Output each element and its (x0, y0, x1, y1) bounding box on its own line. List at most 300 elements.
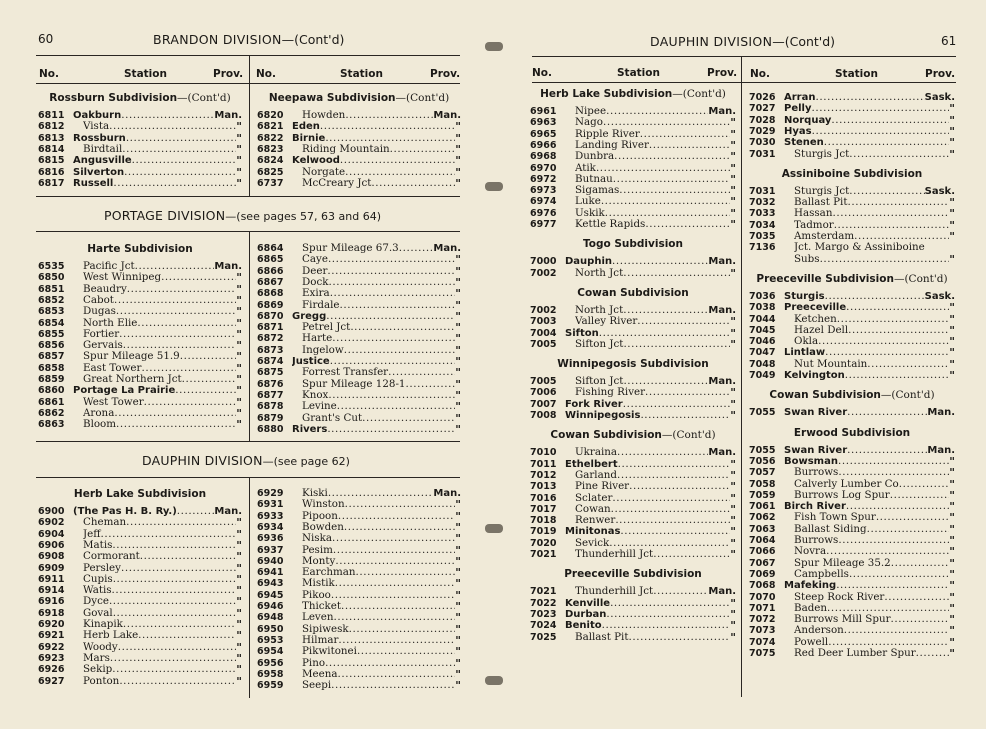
station-name: Pesim (302, 544, 333, 556)
page-title (650, 34, 835, 49)
station-entry (794, 524, 955, 535)
station-name: Knox (302, 389, 329, 401)
province: Man. (214, 110, 242, 121)
province: Sask. (924, 185, 955, 197)
province: " (236, 362, 242, 374)
station-entry (302, 266, 461, 277)
station-row (530, 129, 736, 140)
station-number: 6936 (257, 533, 284, 545)
station-row (257, 590, 461, 601)
station-entry (83, 608, 242, 619)
station-entry (565, 609, 736, 620)
leader-dots (126, 133, 236, 144)
station-name: Meena (302, 668, 338, 680)
station-row (38, 178, 242, 189)
station-entry (302, 658, 461, 669)
leader-dots (122, 144, 236, 155)
leader-dots (876, 512, 949, 523)
station-row (38, 261, 242, 272)
station-name: Ballast Siding (794, 523, 867, 535)
station-row (749, 103, 955, 114)
station-entry (794, 603, 955, 614)
station-number: 6535 (38, 261, 65, 272)
station-number: 6977 (530, 219, 557, 230)
station-row (257, 379, 461, 390)
station-number: 7003 (530, 316, 557, 328)
station-name: Justice (292, 356, 330, 367)
station-number: 6869 (257, 299, 284, 311)
station-number: 7055 (749, 407, 776, 419)
province: " (949, 197, 955, 209)
station-number: 6937 (257, 544, 284, 556)
station-row (749, 558, 955, 569)
leader-dots (328, 488, 434, 499)
station-number: 7069 (749, 568, 776, 580)
leader-dots (333, 545, 455, 556)
station-entry (73, 133, 242, 144)
station-row (257, 311, 461, 322)
station-entry (83, 272, 242, 283)
station-name: Birnie (292, 132, 326, 144)
station-row (749, 445, 955, 456)
leader-dots (844, 625, 949, 636)
province: Man. (433, 488, 461, 499)
station-row (530, 163, 736, 174)
leader-dots (623, 268, 730, 279)
leader-dots (849, 149, 949, 160)
section-rule (36, 441, 460, 442)
station-number: 6909 (38, 562, 65, 574)
station-entry (565, 526, 736, 537)
station-row (38, 596, 242, 607)
station-row (257, 669, 461, 680)
station-name: Lintlaw (784, 347, 826, 359)
station-name: Howden (302, 110, 346, 121)
province: " (236, 351, 242, 363)
station-entry (565, 399, 736, 410)
station-name: Ballast Pit (794, 197, 848, 209)
section-rule (36, 477, 460, 478)
station-entry (302, 601, 461, 612)
station-number: 6972 (530, 173, 557, 185)
station-name: North Jct (575, 304, 624, 316)
station-row (530, 268, 736, 279)
leader-dots (826, 546, 949, 557)
province: " (455, 155, 461, 167)
leader-dots (137, 318, 236, 329)
leader-dots (812, 103, 950, 114)
province: " (236, 664, 242, 676)
province: " (949, 455, 955, 468)
station-entry (575, 339, 736, 350)
leader-dots (101, 529, 237, 540)
leader-dots (825, 347, 949, 358)
station-number: 7020 (530, 537, 557, 549)
station-number: 6812 (38, 121, 65, 133)
station-entry (575, 174, 736, 185)
station-number: 7031 (749, 185, 776, 197)
leader-dots (629, 632, 731, 643)
station-entry (794, 197, 955, 208)
province: " (730, 515, 736, 527)
leader-dots (344, 522, 455, 533)
province: " (730, 549, 736, 561)
leader-dots (620, 526, 730, 537)
province: " (730, 537, 736, 549)
station-row (38, 664, 242, 675)
station-number: 6811 (38, 110, 65, 121)
province: " (730, 117, 736, 129)
station-row (749, 314, 955, 325)
station-name: Seepi (302, 680, 332, 692)
province: " (949, 512, 955, 524)
station-entry (575, 106, 736, 117)
dauphin-division-title: DAUPHIN DIVISION (142, 453, 263, 468)
station-number: 7035 (749, 231, 776, 242)
station-name: Norgate (302, 166, 346, 178)
subdivision-continued: —(Cont'd) (880, 389, 935, 402)
station-name: Beaudry (83, 283, 127, 295)
station-row (38, 630, 242, 641)
leader-dots (619, 185, 730, 196)
leader-dots (338, 511, 455, 522)
province: " (236, 143, 242, 156)
station-number: 7024 (530, 620, 557, 632)
station-name: Mars (83, 652, 110, 664)
station-number: 6920 (38, 619, 65, 630)
station-number: 6904 (38, 528, 65, 540)
station-entry (302, 488, 461, 499)
station-row (257, 612, 461, 623)
station-entry (794, 535, 955, 546)
province: Sask. (924, 290, 955, 302)
station-number: 6850 (38, 272, 65, 284)
leader-dots (612, 493, 730, 504)
station-number: 6821 (257, 121, 284, 133)
leader-dots (846, 501, 949, 512)
station-row (749, 231, 955, 242)
station-entry (794, 637, 955, 648)
station-number: 6871 (257, 322, 284, 334)
station-row (257, 646, 461, 657)
station-entry (83, 397, 242, 408)
station-entry (73, 385, 242, 396)
province: " (236, 528, 242, 540)
station-number: 7057 (749, 467, 776, 479)
station-row (257, 658, 461, 669)
station-row (38, 133, 242, 144)
station-number: 6923 (38, 652, 65, 664)
station-number: 6914 (38, 585, 65, 597)
station-row (38, 318, 242, 329)
leader-dots (325, 133, 455, 144)
station-number: 7045 (749, 324, 776, 336)
station-row (38, 529, 242, 540)
province: " (236, 396, 242, 408)
station-row (749, 648, 955, 659)
leader-dots (812, 126, 950, 137)
station-number: 7136 (749, 242, 776, 254)
station-number: 6943 (257, 578, 284, 590)
station-row (530, 504, 736, 515)
station-number: 7068 (749, 580, 776, 592)
station-row (530, 328, 736, 339)
station-name: Anderson (794, 625, 844, 637)
station-row (749, 535, 955, 546)
station-entry (784, 501, 955, 512)
station-name: Burrows (794, 535, 839, 546)
station-number: 7000 (530, 256, 557, 268)
station-row (257, 277, 461, 288)
station-number: 6941 (257, 567, 284, 579)
station-name: Red Deer Lumber Spur (794, 648, 916, 659)
station-row (257, 167, 461, 178)
subdivision-title: Harte Subdivision (87, 243, 193, 255)
station-entry (83, 419, 242, 430)
station-entry (794, 186, 955, 197)
station-row (38, 295, 242, 306)
province: " (949, 219, 955, 231)
leader-dots (113, 178, 236, 189)
station-number: 7047 (749, 347, 776, 359)
leader-dots (116, 419, 236, 430)
leader-dots (126, 517, 236, 528)
station-number: 7073 (749, 625, 776, 637)
col-header-no: No. (256, 68, 276, 80)
station-row (749, 302, 955, 313)
subdivision-heading (257, 92, 461, 104)
province: Man. (433, 110, 461, 121)
province: " (455, 310, 461, 323)
station-name: Dyce (83, 596, 109, 608)
province: " (455, 499, 461, 511)
station-name: Garland (575, 469, 617, 481)
station-number: 7038 (749, 302, 776, 314)
station-number: 7007 (530, 398, 557, 410)
station-row (749, 490, 955, 501)
subdivision-title: Preeceville Subdivision (564, 568, 702, 581)
province: " (455, 121, 461, 133)
station-number: 7010 (530, 447, 557, 459)
station-entry (575, 208, 736, 219)
province: " (949, 137, 955, 149)
province: " (455, 412, 461, 424)
province: " (455, 378, 461, 390)
station-number: 6934 (257, 521, 284, 533)
station-row (257, 533, 461, 544)
station-entry (784, 115, 955, 126)
province: " (455, 322, 461, 334)
station-number: 7004 (530, 327, 557, 339)
station-entry (784, 137, 955, 148)
station-entry (575, 268, 736, 279)
section-rule (36, 231, 460, 232)
subdivision-title: Preeceville Subdivision (756, 272, 894, 285)
station-entry (575, 129, 736, 140)
subdivision-title: Cowan Subdivision (550, 429, 662, 442)
station-number: 7011 (530, 458, 557, 470)
leader-dots (331, 680, 455, 691)
province: Man. (927, 444, 955, 456)
subdivision-title: Cowan Subdivision (577, 286, 689, 299)
station-row (257, 522, 461, 533)
leader-dots (832, 208, 949, 219)
station-row (257, 144, 461, 155)
leader-dots (854, 231, 949, 242)
station-name: Eden (292, 121, 320, 133)
station-row (749, 325, 955, 336)
station-name: Winnipegosis (565, 410, 641, 421)
station-row (38, 540, 242, 551)
station-row (257, 243, 461, 254)
station-entry (302, 243, 461, 254)
station-name: Birch River (784, 501, 846, 513)
station-row (257, 345, 461, 356)
station-number: 6940 (257, 555, 284, 567)
binding-staple (485, 182, 503, 191)
station-name: Gregg (292, 310, 327, 322)
station-entry (575, 387, 736, 398)
station-row (38, 374, 242, 385)
station-number: 7036 (749, 290, 776, 302)
station-row (530, 174, 736, 185)
station-row (257, 300, 461, 311)
station-number: 7021 (530, 586, 557, 598)
leader-dots (623, 339, 730, 350)
station-number: 6822 (257, 132, 284, 144)
leader-dots (849, 186, 924, 197)
station-number: 6900 (38, 506, 65, 517)
station-entry (83, 340, 242, 351)
province: " (730, 139, 736, 152)
station-row (38, 397, 242, 408)
province: " (455, 612, 461, 624)
station-name: Pikwitonei (302, 646, 357, 658)
station-name: Pipoon (302, 510, 338, 522)
station-entry (575, 504, 736, 515)
station-name: Nago (575, 117, 603, 129)
station-name: Hilmar (302, 634, 339, 646)
province: " (455, 634, 461, 647)
province: " (949, 208, 955, 220)
station-row (38, 619, 242, 630)
province: " (730, 338, 736, 351)
station-name: Exira (302, 288, 330, 300)
station-number: 6926 (38, 664, 65, 676)
column-divider (741, 57, 742, 697)
leader-dots (330, 356, 456, 367)
province: " (949, 253, 955, 265)
station-entry (83, 408, 242, 419)
station-name: Sifton Jct (575, 338, 624, 350)
station-number: 6851 (38, 283, 65, 295)
station-number: 6825 (257, 166, 284, 178)
col-header-station: Station (617, 67, 660, 79)
station-row (530, 196, 736, 207)
province: " (730, 597, 736, 609)
col-header-prov: Prov. (213, 68, 244, 80)
station-number: 6911 (38, 573, 65, 585)
province: " (455, 401, 461, 413)
station-number: 6875 (257, 367, 284, 379)
station-name: Kelvington (784, 370, 845, 381)
province: " (949, 501, 955, 513)
station-number: 6880 (257, 423, 284, 435)
leader-dots (338, 669, 456, 680)
station-row (530, 620, 736, 631)
station-number: 7056 (749, 455, 776, 467)
leader-dots (606, 609, 730, 620)
station-name: Fishing River (575, 387, 646, 399)
station-number: 7026 (749, 92, 776, 103)
leader-dots (112, 585, 237, 596)
leader-dots (834, 220, 950, 231)
province: " (236, 675, 242, 687)
station-row (749, 637, 955, 648)
station-number: 6959 (257, 680, 284, 692)
station-row (530, 609, 736, 620)
station-row (749, 336, 955, 347)
province: " (949, 467, 955, 479)
station-number: 7019 (530, 526, 557, 538)
leader-dots (119, 676, 236, 687)
leader-dots (113, 574, 237, 585)
subdivision-continued: —(Cont'd) (395, 92, 450, 104)
station-number: 6872 (257, 333, 284, 345)
station-number: 7008 (530, 410, 557, 421)
station-name: McCreary Jct (302, 177, 372, 189)
station-entry (575, 447, 736, 458)
leader-dots (327, 424, 455, 435)
dauphin-division-heading (142, 453, 350, 468)
station-row (38, 408, 242, 419)
station-number: 7018 (530, 515, 557, 527)
station-row (257, 110, 461, 121)
leader-dots (135, 261, 215, 272)
station-number: 7059 (749, 489, 776, 501)
station-row (257, 545, 461, 556)
province: Man. (708, 376, 736, 388)
province: " (730, 316, 736, 328)
station-row (257, 288, 461, 299)
station-row (38, 284, 242, 295)
province: " (949, 602, 955, 615)
province: " (730, 469, 736, 482)
leader-dots (325, 658, 455, 669)
station-entry (83, 585, 242, 596)
leader-dots (848, 197, 950, 208)
station-row (530, 208, 736, 219)
province: " (455, 265, 461, 277)
station-entry (73, 506, 242, 517)
province: " (730, 267, 736, 279)
station-row (257, 367, 461, 378)
station-row (257, 680, 461, 691)
station-entry (575, 316, 736, 327)
page-number: 61 (941, 34, 957, 48)
leader-dots (390, 144, 456, 155)
station-row (38, 551, 242, 562)
station-entry (302, 178, 461, 189)
province: " (236, 551, 242, 563)
station-entry (302, 345, 461, 356)
station-entry (794, 546, 955, 557)
column-divider (249, 478, 250, 698)
station-name: Benito (565, 620, 602, 632)
station-row (530, 632, 736, 643)
station-row (38, 642, 242, 653)
station-number: 7030 (749, 137, 776, 149)
